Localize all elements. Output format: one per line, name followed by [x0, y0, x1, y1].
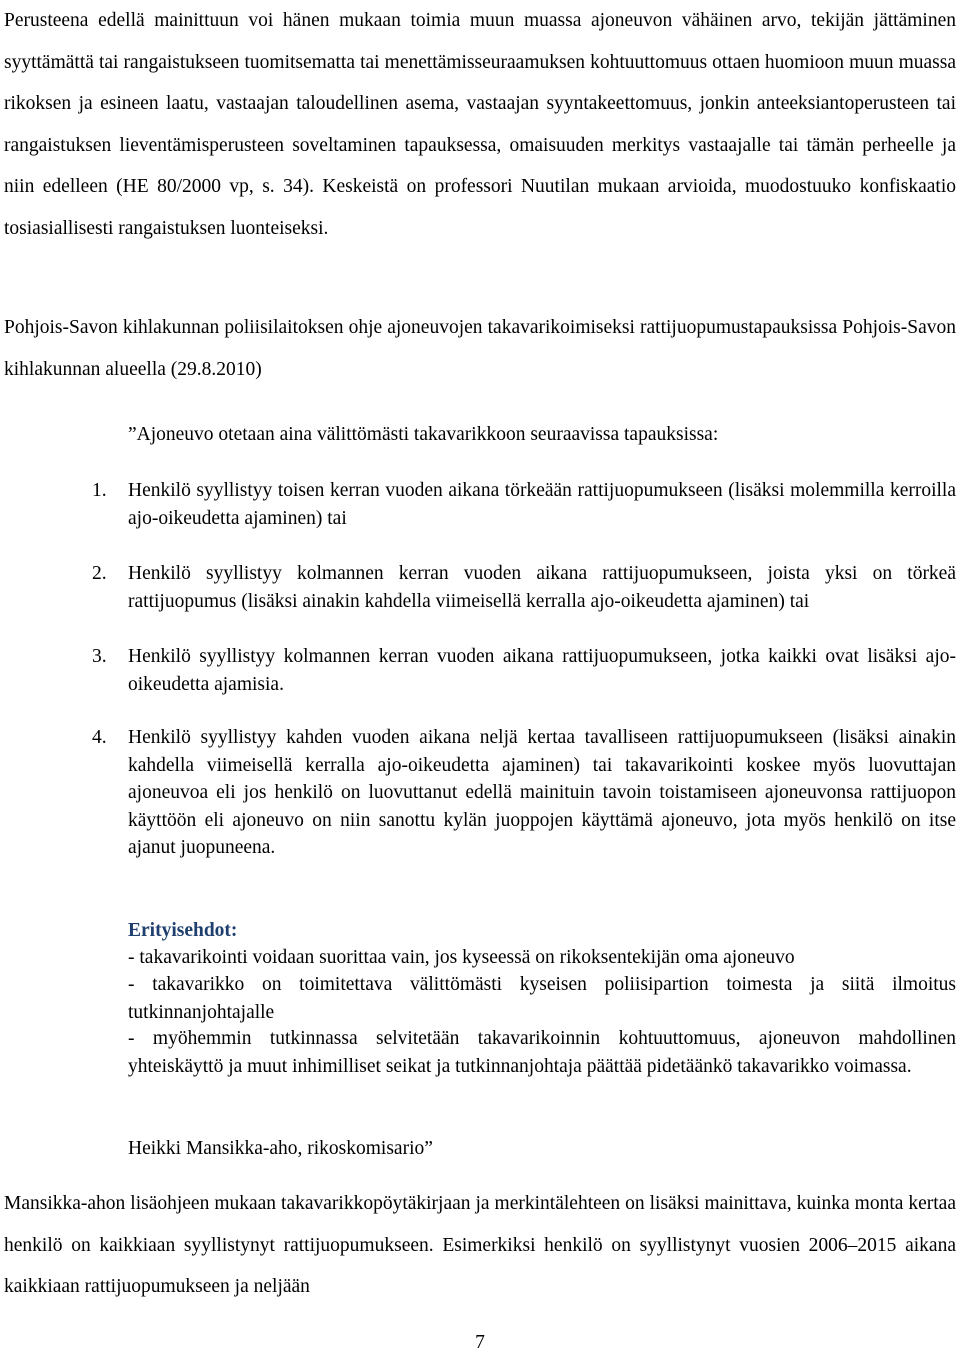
numbered-item-4	[92, 724, 956, 862]
numbered-item-1	[92, 477, 956, 532]
quote-intro: ”Ajoneuvo otetaan aina välittömästi takavarikkoon seuraavissa tapauksissa:	[128, 424, 719, 445]
special-conditions-heading: Erityisehdot:	[128, 920, 238, 941]
numbered-item-2	[92, 560, 956, 615]
special-condition-item: - myöhemmin tutkinnassa selvitetään takavarikoinnin kohtuuttomuus, ajoneuvon mahdollinen yhteiskäyttö ja muut inhimilliset seikat ja tutkinnanjohtaja päättää pidetäänkö takavarikko voimassa.	[128, 1028, 956, 1077]
item-number: 1.	[92, 480, 107, 501]
signature: Heikki Mansikka-aho, rikoskomisario”	[128, 1138, 433, 1159]
item-text: Henkilö syyllistyy toisen kerran vuoden aikana törkeään rattijuopumukseen (lisäksi molemmilla kerroilla ajo-oikeudetta ajaminen) tai	[128, 480, 956, 529]
special-condition-item: - takavarikointi voidaan suorittaa vain, jos kyseessä on rikoksentekijän oma ajoneuvo	[128, 947, 795, 968]
item-text: Henkilö syyllistyy kolmannen kerran vuoden aikana rattijuopumukseen, joista yksi on törkeä rattijuopumus (lisäksi ainakin kahdella viimeisellä kerralla ajo-oikeudetta ajaminen) tai	[128, 563, 956, 612]
item-text: Henkilö syyllistyy kolmannen kerran vuoden aikana rattijuopumukseen, jotka kaikki ovat lisäksi ajo-oikeudetta ajamisia.	[128, 646, 956, 695]
special-condition-item: - takavarikko on toimitettava välittömästi kyseisen poliisipartion toimesta ja siitä ilmoitus tutkinnanjohtajalle	[128, 974, 956, 1023]
paragraph-additional-instruction: Mansikka-ahon lisäohjeen mukaan takavarikkopöytäkirjaan ja merkintälehteen on lisäksi mainittava, kuinka monta kertaa henkilö on kaikkiaan syyllistynyt rattijuopumukseen. Esimerkiksi henkilö on syyllistynyt vuosien 2006–2015 aikana kaikkiaan rattijuopumukseen ja neljään	[4, 1193, 956, 1297]
paragraph-police-guideline-title: Pohjois-Savon kihlakunnan poliisilaitoksen ohje ajoneuvojen takavarikoimiseksi rattijuopumustapauksissa Pohjois-Savon kihlakunnan alueella (29.8.2010)	[4, 317, 956, 380]
page-number: 7	[475, 1332, 485, 1353]
item-number: 3.	[92, 646, 107, 667]
item-number: 4.	[92, 727, 107, 748]
item-number: 2.	[92, 563, 107, 584]
item-text: Henkilö syyllistyy kahden vuoden aikana neljä kertaa tavalliseen rattijuopumukseen (lisäksi ainakin kahdella viimeisellä kerralla ajo-oikeudetta ajaminen) tai takavarikointi koskee myös luovuttajan ajoneuvoa eli jos henkilö on luovuttanut edellä mainituin tavoin toistamiseen ajoneuvonsa rattijuopon käyttöön eli ajoneuvo on niin sanottu kylän juoppojen käyttämä ajoneuvo, jota myös henkilö on itse ajanut juopuneena.	[128, 727, 956, 858]
paragraph-confiscation-grounds: Perusteena edellä mainittuun voi hänen mukaan toimia muun muassa ajoneuvon vähäinen arvo, tekijän jättäminen syyttämättä tai rangaistukseen tuomitsematta tai menettämisseuraamuksen kohtuuttomuus ottaen huomioon muun muassa rikoksen ja esineen laatu, vastaajan taloudellinen asema, vastaajan syyntakeettomuus, jonkin anteeksiantoperusteen tai rangaistuksen lieventämisperusteen soveltaminen tapauksessa, omaisuuden merkitys vastaajalle tai tämän perheelle ja niin edelleen (HE 80/2000 vp, s. 34). Keskeistä on professori Nuutilan mukaan arvioida, muodostuuko konfiskaatio tosiasiallisesti rangaistuksen luonteiseksi.	[4, 10, 956, 239]
numbered-item-3	[92, 643, 956, 698]
